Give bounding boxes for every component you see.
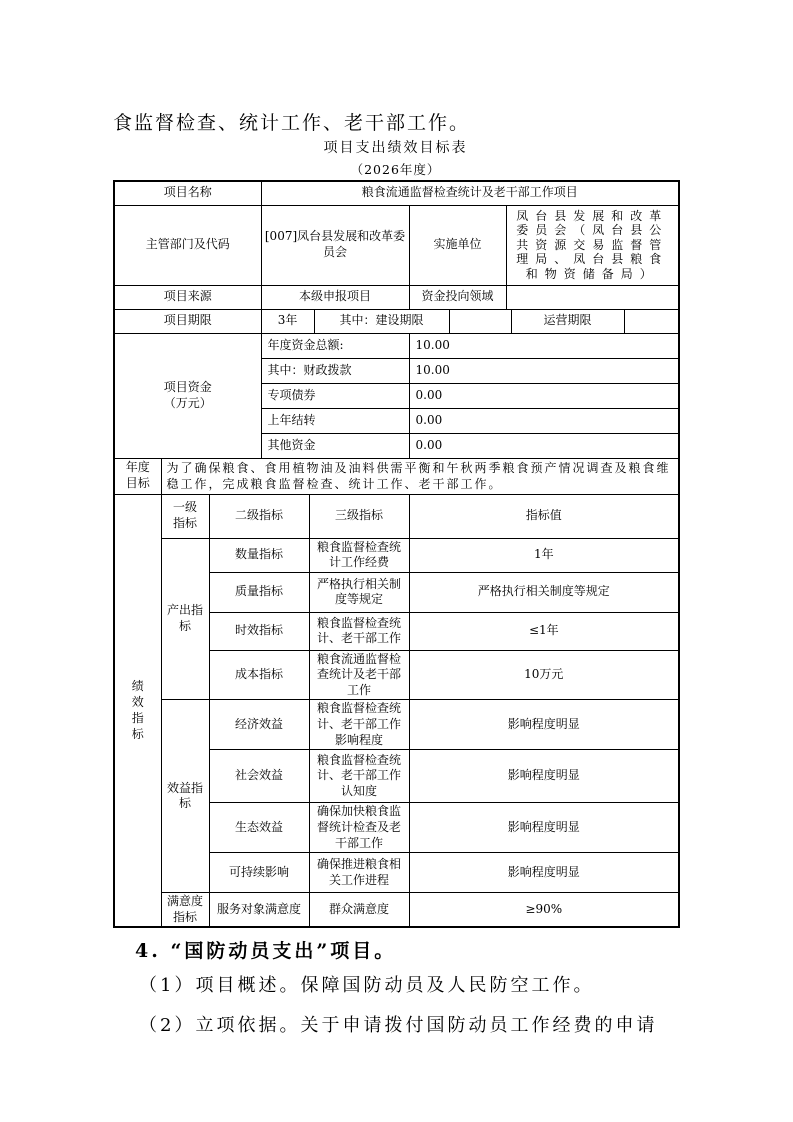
performance-target-table [113, 180, 680, 928]
sustainable-l2-cell: 可持续影响 [209, 853, 309, 893]
fund-bond-label-cell: 专项债券 [261, 383, 409, 408]
cost-l3-cell: 粮食流通监督检查统计及老干部工作 [309, 650, 409, 700]
timeliness-value-cell: ≤1年 [409, 612, 679, 650]
quality-l3-cell: 严格执行相关制度等规定 [309, 572, 409, 612]
satisfaction-l2-cell: 服务对象满意度 [209, 893, 309, 928]
cost-l2-cell: 成本指标 [209, 650, 309, 700]
cost-value-cell: 10万元 [409, 650, 679, 700]
operate-period-value-cell [624, 309, 679, 333]
fund-total-value-cell: 10.00 [409, 333, 679, 358]
benefit-group-cell: 效益指标 [161, 700, 209, 893]
project-name-label-cell: 项目名称 [114, 181, 261, 205]
dept-label-cell: 主管部门及代码 [114, 205, 261, 285]
funds-label: 项目资金（万元） [163, 379, 212, 410]
social-value-cell: 影响程度明显 [409, 750, 679, 803]
row-project-name [114, 181, 679, 205]
section-heading: 4. “国防动员支出”项目。 [135, 940, 397, 962]
build-period-label-cell: 其中：建设期限 [314, 309, 449, 333]
perf-label: 绩效指标 [131, 678, 144, 742]
paragraph-overview: （1）项目概述。保障国防动员及人民防空工作。 [139, 975, 595, 996]
row-economic [114, 700, 679, 750]
row-annual-goal [114, 458, 679, 494]
row-satisfaction [114, 893, 679, 928]
row-source [114, 285, 679, 309]
annual-goal-label: 年度目标 [125, 460, 150, 490]
fund-carryover-label-cell: 上年结转 [261, 408, 409, 433]
quantity-l2-cell: 数量指标 [209, 538, 309, 572]
dept-value-cell: [007]凤台县发展和改革委员会 [261, 205, 409, 285]
satisfaction-group-cell: 满意度指标 [161, 893, 209, 928]
fund-total-label-cell: 年度资金总额: [261, 333, 409, 358]
quality-value-cell: 严格执行相关制度等规定 [409, 572, 679, 612]
economic-l3-cell: 粮食监督检查统计、老干部工作影响程度 [309, 700, 409, 750]
row-period [114, 309, 679, 333]
quantity-value-cell: 1年 [409, 538, 679, 572]
project-name-value-cell: 粮食流通监督检查统计及老干部工作项目 [261, 181, 679, 205]
row-fund-total [114, 333, 679, 358]
ecological-value-cell: 影响程度明显 [409, 803, 679, 853]
satisfaction-value-cell: ≥90% [409, 893, 679, 928]
fund-fiscal-label-cell: 其中：财政拨款 [261, 358, 409, 383]
quantity-l3-cell: 粮食监督检查统计工作经费 [309, 538, 409, 572]
row-quantity [114, 538, 679, 572]
source-label-cell: 项目来源 [114, 285, 261, 309]
fund-other-label-cell: 其他资金 [261, 433, 409, 458]
perf-h2-cell: 二级指标 [209, 494, 309, 538]
timeliness-l2-cell: 时效指标 [209, 612, 309, 650]
ecological-l2-cell: 生态效益 [209, 803, 309, 853]
ecological-l3-cell: 确保加快粮食监督统计检查及老干部工作 [309, 803, 409, 853]
impl-unit-label-cell: 实施单位 [409, 205, 506, 285]
perf-h4-cell: 指标值 [409, 494, 679, 538]
perf-h1: 一级指标 [172, 500, 197, 530]
build-period-value-cell [449, 309, 511, 333]
invest-field-value-cell [506, 285, 679, 309]
fund-carryover-value-cell: 0.00 [409, 408, 679, 433]
social-l2-cell: 社会效益 [209, 750, 309, 803]
fund-other-value-cell: 0.00 [409, 433, 679, 458]
operate-period-label-cell: 运营期限 [511, 309, 624, 333]
timeliness-l3-cell: 粮食监督检查统计、老干部工作 [309, 612, 409, 650]
sustainable-value-cell: 影响程度明显 [409, 853, 679, 893]
row-perf-header [114, 494, 679, 538]
funds-label-cell [114, 333, 261, 458]
intro-line: 食监督检查、统计工作、老干部工作。 [113, 112, 471, 134]
paragraph-basis: （2）立项依据。关于申请拨付国防动员工作经费的申请 [139, 1015, 658, 1036]
invest-field-label-cell: 资金投向领域 [409, 285, 506, 309]
perf-h3-cell: 三级指标 [309, 494, 409, 538]
period-label-cell: 项目期限 [114, 309, 261, 333]
period-value-cell: 3年 [261, 309, 314, 333]
table-title: 项目支出绩效目标表 [323, 140, 468, 156]
sustainable-l3-cell: 确保推进粮食相关工作进程 [309, 853, 409, 893]
perf-label-cell [114, 494, 161, 927]
satisfaction-l3-cell: 群众满意度 [309, 893, 409, 928]
perf-h1-cell [161, 494, 209, 538]
impl-unit-value-cell: 凤台县发展和改革委员会（凤台县公共资源交易监督管理局、凤台县粮食和物资储备局） [506, 205, 679, 285]
table-year: （2026年度） [350, 162, 441, 177]
annual-goal-label-cell [114, 458, 161, 494]
output-group-cell: 产出指标 [161, 538, 209, 700]
row-department [114, 205, 679, 285]
quality-l2-cell: 质量指标 [209, 572, 309, 612]
annual-goal-text-cell: 为了确保粮食、食用植物油及油料供需平衡和午秋两季粮食预产情况调查及粮食维稳工作，完成粮食监督检查、统计工作、老干部工作。 [161, 458, 679, 494]
social-l3-cell: 粮食监督检查统计、老干部工作认知度 [309, 750, 409, 803]
fund-bond-value-cell: 0.00 [409, 383, 679, 408]
economic-l2-cell: 经济效益 [209, 700, 309, 750]
source-value-cell: 本级申报项目 [261, 285, 409, 309]
economic-value-cell: 影响程度明显 [409, 700, 679, 750]
fund-fiscal-value-cell: 10.00 [409, 358, 679, 383]
